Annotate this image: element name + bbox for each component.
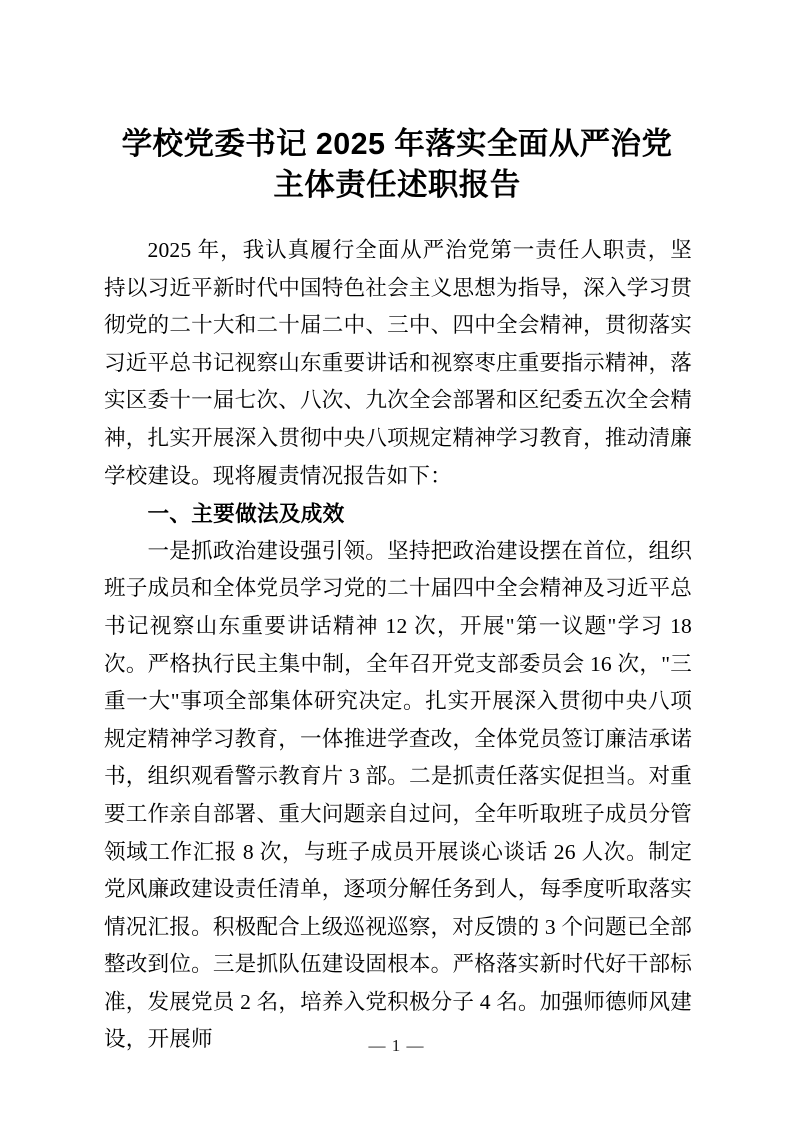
section-heading-one: 一、主要做法及成效 <box>147 501 345 527</box>
paragraph-section-one-body: 一是抓政治建设强引领。坚持把政治建设摆在首位，组织班子成员和全体党员学习党的二十届四中全会精神及习近平总书记视察山东重要讲话精神 12 次，开展"第一议题"学习 18 次。严格执行民主集中制，全年召开党支部委员会 16 次，"三重一大"事项全部集体研究决定。扎实开展深入贯彻中央八项规定精神学习教育，一体推进学查改，全体党员签订廉洁承诺书，组织观看警示教育片 3 部。二是抓责任落实促担当。对重要工作亲自部署、重大问题亲自过问，全年听取班子成员分管领域工作汇报 8 次，与班子成员开展谈心谈话 26 人次。制定党风廉政建设责任清单，逐项分解任务到人，每季度听取落实情况汇报。积极配合上级巡视巡察，对反馈的 3 个问题已全部整改到位。三是抓队伍建设固根本。严格落实新时代好干部标准，发展党员 2 名，培养入党积极分子 4 名。加强师德师风建设，开展师 <box>104 538 692 1052</box>
page-number-footer: — 1 — <box>368 1036 425 1055</box>
document-body <box>104 232 692 1059</box>
paragraph-intro: 2025 年，我认真履行全面从严治党第一责任人职责，坚持以习近平新时代中国特色社会主义思想为指导，深入学习贯彻党的二十大和二十届二中、三中、四中全会精神，贯彻落实习近平总书记视察山东重要讲话和视察枣庄重要指示精神，落实区委十一届七次、八次、九次全会部署和区纪委五次全会精神，扎实开展深入贯彻中央八项规定精神学习教育，推动清廉学校建设。现将履责情况报告如下： <box>104 238 692 488</box>
page-title-line-1: 学校党委书记 2025 年落实全面从严治党 <box>121 127 673 162</box>
page-title-line-2: 主体责任述职报告 <box>273 168 521 203</box>
page-title <box>104 124 690 206</box>
